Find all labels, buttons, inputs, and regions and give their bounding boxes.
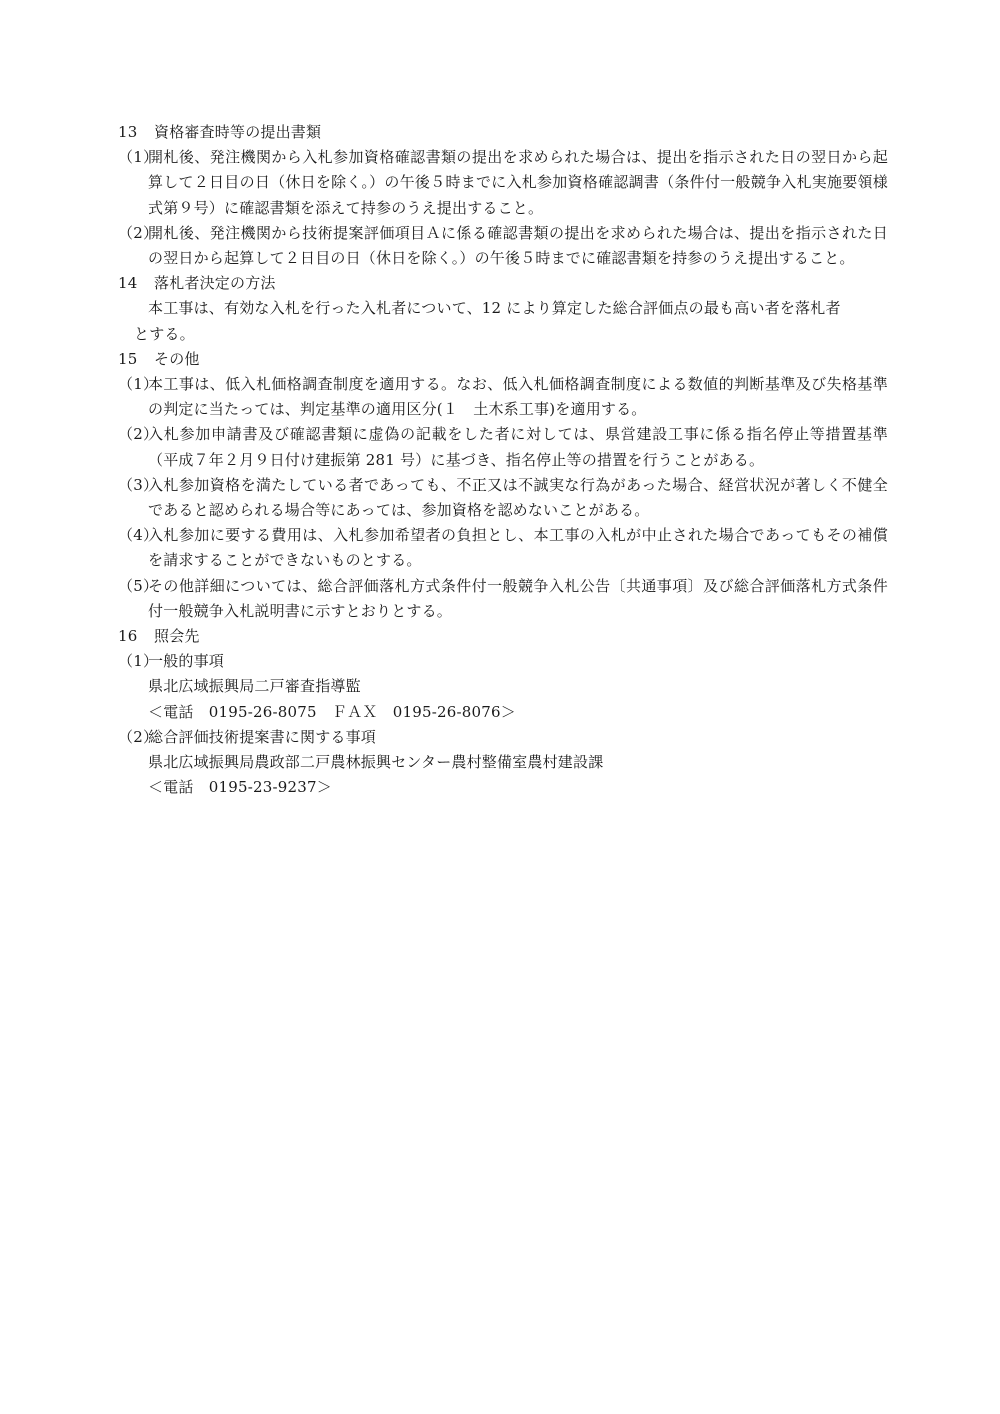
section-15-heading [118,347,888,372]
document-content [118,120,888,800]
item-number: （1） [118,652,159,671]
item-number: （4） [118,526,159,545]
section-13-item-2 [118,221,888,271]
section-number: 15 [118,349,138,368]
section-15-item-4 [118,523,888,573]
item-number: （2） [118,727,159,746]
section-number: 13 [118,123,138,141]
section-14-paragraph-line-1: 本工事は、有効な入札を行った入札者について、12 により算定した総合評価点の最も高い者を落札者 [148,299,841,318]
section-16-heading [118,624,888,649]
section-14-paragraph-line-2: とする。 [134,324,195,343]
item-number: （1） [118,375,159,394]
section-15-item-2 [118,422,888,472]
item-text: 入札参加資格を満たしている者であっても、不正又は不誠実な行為があった場合、経営状況が著しく不健全であると認められる場合等にあっては、参加資格を認めないことがある。 [148,475,888,520]
item-text: 本工事は、低入札価格調査制度を適用する。なお、低入札価格調査制度による数値的判断基準及び失格基準の判定に当たっては、判定基準の適用区分(１ 土木系工事)を適用する。 [148,375,888,419]
item-text: その他詳細については、総合評価落札方式条件付一般競争入札公告〔共通事項〕及び総合評価落札方式条件付一般競争入札説明書に示すとおりとする。 [148,576,888,620]
item-number: （1） [118,148,159,167]
section-number: 16 [118,627,138,646]
section-title: その他 [154,349,200,368]
section-13-heading [118,120,888,145]
section-number: 14 [118,274,138,293]
item-text: 入札参加に要する費用は、入札参加希望者の負担とし、本工事の入札が中止された場合であってもその補償を請求することができないものとする。 [148,526,888,570]
contact-office: 県北広域振興局二戸審査指導監 [148,677,361,696]
section-title: 落札者決定の方法 [154,274,276,293]
section-15-item-1 [118,372,888,422]
item-number: （3） [118,475,159,494]
section-15-item-5 [118,574,888,624]
contact-label: 総合評価技術提案書に関する事項 [148,727,377,746]
contact-label: 一般的事項 [148,652,225,671]
section-title: 照会先 [154,627,200,646]
item-number: （2） [118,223,159,242]
item-text: 開札後、発注機関から入札参加資格確認書類の提出を求められた場合は、提出を指示された日の翌日から起算して２日目の日（休日を除く。）の午後５時までに入札参加資格確認調書（条件付一般競争入札実施要領様式第９号）に確認書類を添えて持参のうえ提出すること。 [148,148,888,217]
contact-phone: ＜電話 0195-26-8075 ＦＡＸ 0195-26-8076＞ [148,702,516,721]
section-14-heading [118,271,888,296]
contact-phone: ＜電話 0195-23-9237＞ [148,778,332,797]
item-text: 入札参加申請書及び確認書類に虚偽の記載をした者に対しては、県営建設工事に係る指名停止等措置基準（平成７年２月９日付け建振第 281 号）に基づき、指名停止等の措置を行うことがある。 [148,425,888,469]
item-text: 開札後、発注機関から技術提案評価項目Ａに係る確認書類の提出を求められた場合は、提出を指示された日の翌日から起算して２日目の日（休日を除く。）の午後５時までに確認書類を持参のうえ提出すること。 [148,223,888,268]
section-15-item-3 [118,473,888,523]
section-title: 資格審査時等の提出書類 [154,123,322,141]
contact-office: 県北広域振興局農政部二戸農林振興センター農村整備室農村建設課 [148,753,604,772]
item-number: （2） [118,425,159,444]
item-number: （5） [118,576,159,595]
section-13-item-1 [118,145,888,221]
contact-2 [118,725,888,750]
contact-1 [118,649,888,674]
